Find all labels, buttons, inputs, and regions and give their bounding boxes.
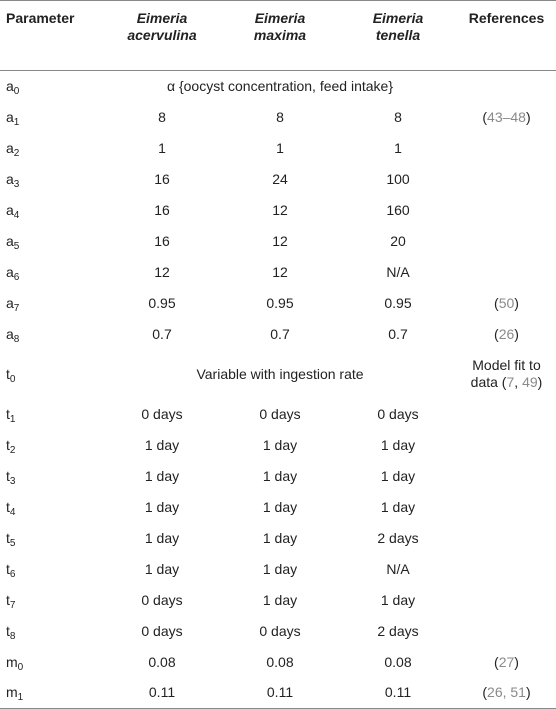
table-row bbox=[0, 430, 556, 461]
parameter-symbol: t bbox=[6, 405, 10, 422]
parameter-subscript: 8 bbox=[13, 333, 20, 345]
parameter-cell bbox=[0, 288, 103, 319]
value-maxima: 12 bbox=[272, 263, 288, 280]
value-tenella: 0.08 bbox=[384, 653, 412, 670]
value-maxima: 8 bbox=[276, 108, 284, 125]
value-maxima: 1 day bbox=[262, 467, 298, 484]
reference-text-line2 bbox=[457, 374, 556, 391]
parameter-symbol: m bbox=[6, 653, 18, 670]
ref-close-paren: ) bbox=[537, 374, 543, 390]
value-tenella: 0.11 bbox=[339, 678, 457, 709]
value-acervulina: 0.7 bbox=[152, 325, 172, 342]
reference-link[interactable]: 50 bbox=[498, 294, 515, 311]
parameter-cell bbox=[0, 678, 103, 709]
value-tenella: 1 bbox=[394, 139, 402, 156]
value-tenella: 0 days bbox=[377, 405, 419, 422]
parameter-subscript: 6 bbox=[9, 568, 16, 580]
parameter-cell bbox=[0, 554, 103, 585]
value-maxima: 0 days bbox=[259, 622, 301, 639]
parameter-subscript: 8 bbox=[9, 630, 16, 642]
value-maxima: 12 bbox=[272, 201, 288, 218]
table-row bbox=[0, 616, 556, 647]
header-eimeria-tenella bbox=[339, 1, 457, 71]
value-tenella: N/A bbox=[386, 560, 410, 577]
parameter-symbol: t bbox=[6, 622, 10, 639]
parameter-cell bbox=[0, 102, 103, 133]
reference-cell bbox=[457, 492, 556, 523]
parameter-cell bbox=[0, 350, 103, 399]
parameter-cell bbox=[0, 647, 103, 678]
ref-close-paren: ) bbox=[514, 294, 519, 311]
ref-close-paren: ) bbox=[514, 325, 519, 342]
parameter-symbol: a bbox=[6, 201, 14, 218]
parameter-symbol: t bbox=[6, 467, 10, 484]
header-genus: Eimeria bbox=[372, 10, 424, 26]
value-acervulina: 0.11 bbox=[103, 678, 221, 709]
parameter-symbol: m bbox=[6, 684, 18, 701]
value-maxima: 0.7 bbox=[270, 325, 290, 342]
parameter-symbol: t bbox=[6, 560, 10, 577]
parameter-subscript: 1 bbox=[9, 413, 16, 425]
parameter-subscript: 2 bbox=[13, 147, 20, 159]
parameter-symbol: a bbox=[6, 170, 14, 187]
parameter-cell bbox=[0, 319, 103, 350]
reference-link[interactable]: 26, 51 bbox=[487, 684, 526, 701]
value-maxima: 0.11 bbox=[221, 678, 339, 709]
value-acervulina: 1 day bbox=[144, 498, 180, 515]
parameter-subscript: 4 bbox=[13, 209, 20, 221]
parameter-cell bbox=[0, 616, 103, 647]
value-maxima: 0.95 bbox=[266, 294, 294, 311]
value-acervulina: 1 day bbox=[144, 560, 180, 577]
value-maxima: 1 day bbox=[262, 591, 298, 608]
value-acervulina: 8 bbox=[158, 108, 166, 125]
table-row bbox=[0, 195, 556, 226]
parameter-cell bbox=[0, 195, 103, 226]
header-eimeria-maxima bbox=[221, 1, 339, 71]
value-tenella: 1 day bbox=[380, 436, 416, 453]
value-tenella: 0.7 bbox=[388, 325, 408, 342]
value-span-cell: Variable with ingestion rate bbox=[196, 365, 364, 382]
table-row bbox=[0, 257, 556, 288]
ref-open-paren: ( bbox=[482, 108, 488, 125]
value-maxima: 0 days bbox=[259, 405, 301, 422]
reference-link[interactable]: 7 bbox=[506, 374, 515, 390]
reference-cell bbox=[457, 257, 556, 288]
header-references: References bbox=[457, 1, 556, 71]
reference-cell bbox=[457, 164, 556, 195]
header-row bbox=[0, 1, 556, 71]
reference-cell bbox=[457, 319, 556, 350]
value-acervulina: 0 days bbox=[141, 591, 183, 608]
value-acervulina: 12 bbox=[154, 263, 170, 280]
ref-close-paren: ) bbox=[525, 684, 531, 701]
ref-close-paren: ) bbox=[525, 108, 531, 125]
parameter-subscript: 2 bbox=[9, 444, 16, 456]
parameter-subscript: 1 bbox=[17, 692, 24, 704]
value-maxima: 1 day bbox=[262, 529, 298, 546]
parameter-symbol: t bbox=[6, 436, 10, 453]
ref-close-paren: ) bbox=[514, 653, 519, 670]
parameter-cell bbox=[0, 461, 103, 492]
value-tenella: 1 day bbox=[380, 591, 416, 608]
parameter-symbol: a bbox=[6, 77, 14, 94]
parameter-subscript: 7 bbox=[9, 599, 16, 611]
reference-cell bbox=[457, 678, 556, 709]
value-tenella: N/A bbox=[386, 263, 410, 280]
value-acervulina: 1 day bbox=[144, 529, 180, 546]
parameter-cell bbox=[0, 226, 103, 257]
value-maxima: 1 day bbox=[262, 560, 298, 577]
parameter-subscript: 5 bbox=[9, 537, 16, 549]
reference-cell bbox=[457, 399, 556, 430]
value-span-cell: α {oocyst concentration, feed intake} bbox=[166, 77, 394, 94]
value-maxima: 1 day bbox=[262, 436, 298, 453]
table-row bbox=[0, 350, 556, 399]
value-maxima: 24 bbox=[272, 170, 288, 187]
table-row bbox=[0, 647, 556, 678]
table-row bbox=[0, 288, 556, 319]
parameter-cell bbox=[0, 399, 103, 430]
ref-open-paren: ( bbox=[494, 325, 499, 342]
table-row bbox=[0, 102, 556, 133]
table-row bbox=[0, 461, 556, 492]
parameter-symbol: a bbox=[6, 325, 14, 342]
value-tenella: 2 days bbox=[377, 622, 419, 639]
value-tenella: 20 bbox=[390, 232, 406, 249]
reference-cell bbox=[457, 133, 556, 164]
table-row bbox=[0, 399, 556, 430]
reference-cell bbox=[457, 523, 556, 554]
value-acervulina: 0.08 bbox=[148, 653, 176, 670]
reference-cell bbox=[457, 102, 556, 133]
reference-cell bbox=[457, 461, 556, 492]
value-acervulina: 1 day bbox=[144, 436, 180, 453]
value-tenella: 2 days bbox=[377, 529, 419, 546]
value-tenella: 1 day bbox=[380, 498, 416, 515]
reference-link[interactable]: 27 bbox=[498, 653, 515, 670]
parameter-cell bbox=[0, 164, 103, 195]
table-row bbox=[0, 226, 556, 257]
header-species-name: tenella bbox=[375, 27, 421, 43]
parameter-symbol: a bbox=[6, 108, 14, 125]
value-acervulina: 1 day bbox=[144, 467, 180, 484]
reference-cell bbox=[457, 288, 556, 319]
reference-link[interactable]: 43–48 bbox=[487, 108, 526, 125]
value-acervulina: 0.95 bbox=[148, 294, 176, 311]
header-species-name: maxima bbox=[253, 27, 307, 43]
value-maxima: 12 bbox=[272, 232, 288, 249]
parameter-subscript: 6 bbox=[13, 271, 20, 283]
parameter-subscript: 4 bbox=[9, 506, 16, 518]
reference-text-prefix: data ( bbox=[470, 374, 507, 390]
value-maxima: 1 day bbox=[262, 498, 298, 515]
reference-cell bbox=[457, 647, 556, 678]
table-row bbox=[0, 585, 556, 616]
value-acervulina: 0 days bbox=[141, 405, 183, 422]
header-genus: Eimeria bbox=[136, 10, 188, 26]
table-row bbox=[0, 554, 556, 585]
parameter-symbol: a bbox=[6, 294, 14, 311]
parameter-subscript: 3 bbox=[13, 178, 20, 190]
parameter-symbol: t bbox=[6, 498, 10, 515]
header-eimeria-acervulina bbox=[103, 1, 221, 71]
ref-separator: , bbox=[514, 374, 523, 390]
parameter-subscript: 1 bbox=[13, 116, 20, 128]
parameter-cell bbox=[0, 71, 103, 102]
table-row bbox=[0, 71, 556, 102]
table-row bbox=[0, 319, 556, 350]
reference-cell bbox=[457, 430, 556, 461]
value-acervulina: 16 bbox=[154, 232, 170, 249]
value-acervulina: 16 bbox=[154, 170, 170, 187]
value-tenella: 100 bbox=[386, 170, 410, 187]
header-genus: Eimeria bbox=[254, 10, 306, 26]
parameter-symbol: t bbox=[6, 591, 10, 608]
parameter-symbol: a bbox=[6, 263, 14, 280]
parameter-cell bbox=[0, 430, 103, 461]
table-row bbox=[0, 492, 556, 523]
value-acervulina: 16 bbox=[154, 201, 170, 218]
parameter-symbol: a bbox=[6, 232, 14, 249]
reference-cell bbox=[457, 226, 556, 257]
value-tenella: 1 day bbox=[380, 467, 416, 484]
parameter-subscript: 0 bbox=[9, 373, 16, 385]
table-row bbox=[0, 133, 556, 164]
parameter-subscript: 5 bbox=[13, 240, 20, 252]
table-row bbox=[0, 678, 556, 709]
reference-link[interactable]: 26 bbox=[498, 325, 515, 342]
value-tenella: 8 bbox=[394, 108, 402, 125]
reference-text: Model fit to bbox=[472, 357, 541, 373]
parameter-symbol: t bbox=[6, 365, 10, 382]
value-tenella: 160 bbox=[386, 201, 410, 218]
reference-cell bbox=[457, 616, 556, 647]
table-row bbox=[0, 164, 556, 195]
parameter-cell bbox=[0, 492, 103, 523]
ref-open-paren: ( bbox=[482, 684, 488, 701]
reference-cell bbox=[457, 554, 556, 585]
value-acervulina: 0 days bbox=[141, 622, 183, 639]
value-maxima: 0.08 bbox=[266, 653, 294, 670]
parameter-cell bbox=[0, 523, 103, 554]
ref-open-paren: ( bbox=[494, 653, 499, 670]
parameter-subscript: 3 bbox=[9, 475, 16, 487]
header-parameter: Parameter bbox=[0, 1, 103, 71]
parameter-symbol: t bbox=[6, 529, 10, 546]
reference-link[interactable]: 49 bbox=[522, 374, 538, 390]
reference-cell bbox=[457, 350, 556, 399]
reference-cell bbox=[457, 585, 556, 616]
parameter-subscript: 0 bbox=[17, 661, 24, 673]
ref-open-paren: ( bbox=[494, 294, 499, 311]
parameter-cell bbox=[0, 133, 103, 164]
parameter-subscript: 7 bbox=[13, 302, 20, 314]
parameter-cell bbox=[0, 257, 103, 288]
header-species-name: acervulina bbox=[127, 27, 197, 43]
table-row bbox=[0, 523, 556, 554]
parameter-cell bbox=[0, 585, 103, 616]
value-maxima: 1 bbox=[276, 139, 284, 156]
reference-cell bbox=[457, 71, 556, 102]
value-acervulina: 1 bbox=[158, 139, 166, 156]
reference-cell bbox=[457, 195, 556, 226]
parameter-subscript: 0 bbox=[13, 85, 20, 97]
value-tenella: 0.95 bbox=[384, 294, 412, 311]
parameter-symbol: a bbox=[6, 139, 14, 156]
